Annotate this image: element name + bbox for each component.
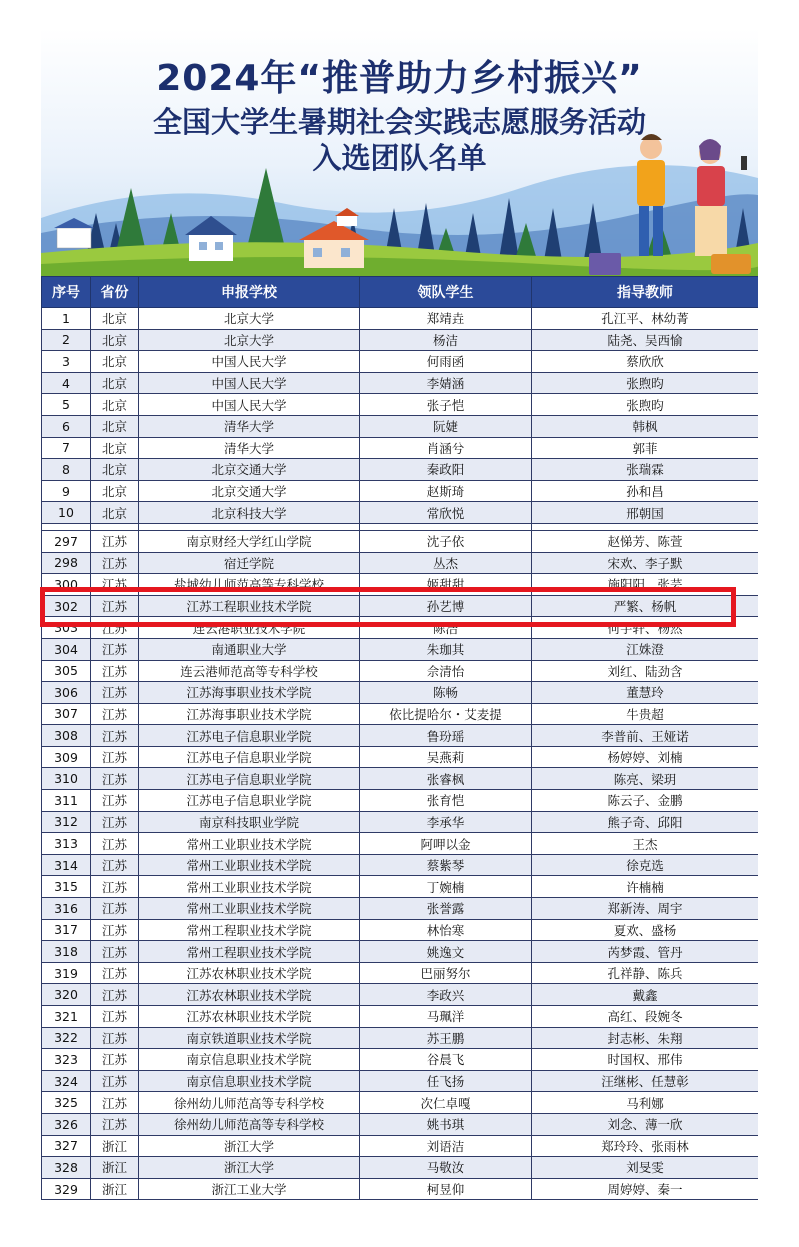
cell-province: 江苏 [91, 854, 139, 876]
table-row [42, 459, 759, 481]
cell-province: 江苏 [91, 1092, 139, 1114]
table-row [42, 876, 759, 898]
cell-school: 江苏电子信息职业学院 [139, 725, 360, 747]
table-row [42, 746, 759, 768]
cell-advisor: 邢朝国 [532, 502, 759, 524]
cell-leader: 姚逸文 [360, 941, 532, 963]
cell-school: 盐城幼儿师范高等专科学校 [139, 574, 360, 596]
cell-province: 江苏 [91, 617, 139, 639]
section-break-cell [532, 523, 759, 530]
title-line-1: 2024年“推普助力乡村振兴” [156, 58, 643, 99]
cell-school: 中国人民大学 [139, 351, 360, 373]
cell-school: 徐州幼儿师范高等专科学校 [139, 1092, 360, 1114]
cell-province: 北京 [91, 308, 139, 330]
cell-school: 北京大学 [139, 308, 360, 330]
cell-index: 298 [42, 552, 91, 574]
cell-index: 329 [42, 1178, 91, 1200]
cell-school: 浙江工业大学 [139, 1178, 360, 1200]
table-row [42, 833, 759, 855]
cell-advisor: 张煦昀 [532, 372, 759, 394]
cell-advisor: 郭菲 [532, 437, 759, 459]
cell-index: 311 [42, 790, 91, 812]
cell-advisor: 许楠楠 [532, 876, 759, 898]
cell-index: 308 [42, 725, 91, 747]
table-row [42, 480, 759, 502]
table-row [42, 502, 759, 524]
cell-province: 江苏 [91, 552, 139, 574]
cell-leader: 蔡紫琴 [360, 854, 532, 876]
cell-advisor: 刘红、陆劲含 [532, 660, 759, 682]
cell-school: 南京信息职业技术学院 [139, 1049, 360, 1071]
cell-province: 江苏 [91, 1027, 139, 1049]
cell-province: 江苏 [91, 595, 139, 617]
cell-province: 江苏 [91, 1113, 139, 1135]
cell-index: 307 [42, 703, 91, 725]
cell-school: 南京铁道职业技术学院 [139, 1027, 360, 1049]
cell-school: 中国人民大学 [139, 372, 360, 394]
cell-school: 北京交通大学 [139, 459, 360, 481]
cell-leader: 鲁玢瑶 [360, 725, 532, 747]
table-row [42, 437, 759, 459]
cell-index: 312 [42, 811, 91, 833]
cell-leader: 阮婕 [360, 415, 532, 437]
cell-index: 320 [42, 984, 91, 1006]
cell-leader: 巴丽努尔 [360, 962, 532, 984]
cell-index: 319 [42, 962, 91, 984]
table-row [42, 682, 759, 704]
cell-index: 317 [42, 919, 91, 941]
cell-province: 江苏 [91, 811, 139, 833]
cell-school: 徐州幼儿师范高等专科学校 [139, 1113, 360, 1135]
cell-leader: 秦政阳 [360, 459, 532, 481]
table-row [42, 790, 759, 812]
cell-province: 浙江 [91, 1157, 139, 1179]
cell-province: 江苏 [91, 919, 139, 941]
cell-index: 304 [42, 638, 91, 660]
cell-province: 江苏 [91, 638, 139, 660]
cell-advisor: 戴鑫 [532, 984, 759, 1006]
cell-leader: 何雨函 [360, 351, 532, 373]
cell-leader: 马敬汝 [360, 1157, 532, 1179]
header-province: 省份 [91, 277, 139, 308]
cell-index: 300 [42, 574, 91, 596]
cell-leader: 柯昱仰 [360, 1178, 532, 1200]
cell-school: 江苏电子信息职业学院 [139, 768, 360, 790]
cell-index: 313 [42, 833, 91, 855]
cell-province: 江苏 [91, 725, 139, 747]
cell-leader: 阿呷以金 [360, 833, 532, 855]
cell-index: 316 [42, 898, 91, 920]
cell-advisor: 孔江平、林幼菁 [532, 308, 759, 330]
cell-advisor: 施阳阳、张芸 [532, 574, 759, 596]
table-body [42, 308, 759, 1200]
cell-school: 清华大学 [139, 415, 360, 437]
cell-advisor: 孔祥静、陈兵 [532, 962, 759, 984]
cell-school: 常州工程职业技术学院 [139, 941, 360, 963]
cell-index: 324 [42, 1070, 91, 1092]
cell-index: 309 [42, 746, 91, 768]
team-list-table [41, 276, 758, 1200]
table-row [42, 984, 759, 1006]
title-line-3: 入选团队名单 [312, 141, 487, 175]
cell-leader: 陈畅 [360, 682, 532, 704]
cell-school: 常州工业职业技术学院 [139, 854, 360, 876]
table-row [42, 660, 759, 682]
cell-province: 浙江 [91, 1178, 139, 1200]
cell-school: 北京科技大学 [139, 502, 360, 524]
cell-leader: 张誉露 [360, 898, 532, 920]
table-row [42, 595, 759, 617]
cell-leader: 丁婉楠 [360, 876, 532, 898]
cell-province: 江苏 [91, 768, 139, 790]
cell-advisor: 牛贵超 [532, 703, 759, 725]
cell-province: 北京 [91, 502, 139, 524]
cell-province: 江苏 [91, 1070, 139, 1092]
cell-leader: 苏王鹏 [360, 1027, 532, 1049]
cell-school: 中国人民大学 [139, 394, 360, 416]
cell-advisor: 王杰 [532, 833, 759, 855]
cell-school: 宿迁学院 [139, 552, 360, 574]
cell-school: 连云港师范高等专科学校 [139, 660, 360, 682]
cell-index: 5 [42, 394, 91, 416]
table-row [42, 617, 759, 639]
cell-advisor: 孙和昌 [532, 480, 759, 502]
table-row [42, 768, 759, 790]
cell-advisor: 时国权、邢伟 [532, 1049, 759, 1071]
cell-province: 江苏 [91, 574, 139, 596]
cell-index: 10 [42, 502, 91, 524]
cell-leader: 常欣悦 [360, 502, 532, 524]
section-break-cell [139, 523, 360, 530]
table-row [42, 372, 759, 394]
cell-advisor: 蔡欣欣 [532, 351, 759, 373]
cell-advisor: 刘旻雯 [532, 1157, 759, 1179]
cell-index: 303 [42, 617, 91, 639]
table-row [42, 962, 759, 984]
cell-index: 326 [42, 1113, 91, 1135]
cell-advisor: 陈亮、梁玥 [532, 768, 759, 790]
cell-school: 江苏农林职业技术学院 [139, 962, 360, 984]
cell-leader: 马珮洋 [360, 1006, 532, 1028]
cell-advisor: 汪继彬、任慧彰 [532, 1070, 759, 1092]
table-section-break [42, 523, 759, 530]
cell-index: 314 [42, 854, 91, 876]
cell-index: 297 [42, 530, 91, 552]
cell-province: 江苏 [91, 746, 139, 768]
cell-index: 9 [42, 480, 91, 502]
table-row [42, 530, 759, 552]
cell-school: 常州工业职业技术学院 [139, 833, 360, 855]
cell-leader: 丛杰 [360, 552, 532, 574]
cell-leader: 任飞扬 [360, 1070, 532, 1092]
cell-school: 连云港职业技术学院 [139, 617, 360, 639]
cell-school: 南通职业大学 [139, 638, 360, 660]
header-leader: 领队学生 [360, 277, 532, 308]
cell-leader: 依比提哈尔・艾麦提 [360, 703, 532, 725]
title-line-2: 全国大学生暑期社会实践志愿服务活动 [152, 105, 646, 139]
cell-school: 南京财经大学红山学院 [139, 530, 360, 552]
table-row [42, 1049, 759, 1071]
cell-province: 北京 [91, 394, 139, 416]
table-row [42, 725, 759, 747]
table-header-row [42, 277, 759, 308]
cell-advisor: 郑新涛、周宇 [532, 898, 759, 920]
table-row [42, 415, 759, 437]
cell-leader: 李承华 [360, 811, 532, 833]
table-row [42, 552, 759, 574]
cell-school: 常州工业职业技术学院 [139, 876, 360, 898]
cell-advisor: 刘念、薄一欣 [532, 1113, 759, 1135]
cell-leader: 姚书琪 [360, 1113, 532, 1135]
cell-advisor: 韩枫 [532, 415, 759, 437]
cell-advisor: 何宇轩、杨然 [532, 617, 759, 639]
cell-advisor: 张瑞霖 [532, 459, 759, 481]
cell-leader: 赵斯琦 [360, 480, 532, 502]
cell-leader: 佘清怡 [360, 660, 532, 682]
cell-index: 306 [42, 682, 91, 704]
cell-school: 常州工程职业技术学院 [139, 919, 360, 941]
table-row [42, 1178, 759, 1200]
cell-school: 江苏农林职业技术学院 [139, 984, 360, 1006]
cell-advisor: 江姝澄 [532, 638, 759, 660]
cell-leader: 沈子依 [360, 530, 532, 552]
cell-province: 北京 [91, 459, 139, 481]
cell-index: 322 [42, 1027, 91, 1049]
cell-index: 7 [42, 437, 91, 459]
cell-school: 南京科技职业学院 [139, 811, 360, 833]
cell-school: 浙江大学 [139, 1157, 360, 1179]
cell-school: 常州工业职业技术学院 [139, 898, 360, 920]
cell-leader: 张育恺 [360, 790, 532, 812]
cell-index: 321 [42, 1006, 91, 1028]
cell-advisor: 芮梦霞、管丹 [532, 941, 759, 963]
cell-leader: 杨洁 [360, 329, 532, 351]
cell-province: 江苏 [91, 833, 139, 855]
cell-leader: 姬甜甜 [360, 574, 532, 596]
cell-advisor: 李普前、王娅诺 [532, 725, 759, 747]
cell-leader: 吴燕莉 [360, 746, 532, 768]
cell-advisor: 赵悌芳、陈萱 [532, 530, 759, 552]
cell-province: 北京 [91, 480, 139, 502]
table-row [42, 811, 759, 833]
header-index: 序号 [42, 277, 91, 308]
cell-province: 江苏 [91, 962, 139, 984]
table-row [42, 1092, 759, 1114]
cell-school: 江苏海事职业技术学院 [139, 682, 360, 704]
cell-advisor: 郑玲玲、张雨林 [532, 1135, 759, 1157]
cell-province: 江苏 [91, 1049, 139, 1071]
section-break-cell [42, 523, 91, 530]
cell-province: 江苏 [91, 876, 139, 898]
title-banner [41, 28, 758, 276]
cell-province: 北京 [91, 415, 139, 437]
cell-province: 江苏 [91, 898, 139, 920]
table-row [42, 898, 759, 920]
cell-advisor: 周婷婷、秦一 [532, 1178, 759, 1200]
cell-index: 328 [42, 1157, 91, 1179]
cell-leader: 林怡寒 [360, 919, 532, 941]
cell-province: 北京 [91, 351, 139, 373]
table-row [42, 638, 759, 660]
cell-index: 310 [42, 768, 91, 790]
cell-index: 4 [42, 372, 91, 394]
cell-index: 6 [42, 415, 91, 437]
cell-advisor: 董慧玲 [532, 682, 759, 704]
header-advisor: 指导教师 [532, 277, 759, 308]
cell-leader: 谷晨飞 [360, 1049, 532, 1071]
cell-school: 北京大学 [139, 329, 360, 351]
table-row [42, 1113, 759, 1135]
table-row [42, 703, 759, 725]
cell-province: 江苏 [91, 660, 139, 682]
cell-leader: 郑靖垚 [360, 308, 532, 330]
cell-advisor: 徐克选 [532, 854, 759, 876]
cell-advisor: 陈云子、金鹏 [532, 790, 759, 812]
cell-advisor: 宋欢、李子默 [532, 552, 759, 574]
cell-index: 318 [42, 941, 91, 963]
section-break-cell [91, 523, 139, 530]
cell-index: 327 [42, 1135, 91, 1157]
cell-index: 315 [42, 876, 91, 898]
cell-advisor: 封志彬、朱翔 [532, 1027, 759, 1049]
cell-province: 江苏 [91, 941, 139, 963]
cell-province: 江苏 [91, 984, 139, 1006]
cell-leader: 次仁卓嘎 [360, 1092, 532, 1114]
cell-index: 305 [42, 660, 91, 682]
table-row [42, 854, 759, 876]
cell-leader: 肖涵兮 [360, 437, 532, 459]
cell-advisor: 夏欢、盛杨 [532, 919, 759, 941]
cell-school: 江苏农林职业技术学院 [139, 1006, 360, 1028]
cell-school: 江苏海事职业技术学院 [139, 703, 360, 725]
cell-province: 江苏 [91, 1006, 139, 1028]
cell-index: 323 [42, 1049, 91, 1071]
cell-school: 北京交通大学 [139, 480, 360, 502]
cell-advisor: 马利娜 [532, 1092, 759, 1114]
table-row [42, 941, 759, 963]
cell-province: 江苏 [91, 530, 139, 552]
cell-province: 浙江 [91, 1135, 139, 1157]
cell-province: 江苏 [91, 703, 139, 725]
cell-leader: 李政兴 [360, 984, 532, 1006]
cell-leader: 刘语洁 [360, 1135, 532, 1157]
cell-province: 江苏 [91, 790, 139, 812]
cell-index: 2 [42, 329, 91, 351]
cell-province: 北京 [91, 372, 139, 394]
table-row [42, 1157, 759, 1179]
table-row [42, 394, 759, 416]
cell-leader: 孙艺博 [360, 595, 532, 617]
cell-leader: 李婧涵 [360, 372, 532, 394]
cell-school: 南京信息职业技术学院 [139, 1070, 360, 1092]
table-row [42, 1135, 759, 1157]
cell-leader: 张睿枫 [360, 768, 532, 790]
table-row [42, 329, 759, 351]
cell-school: 江苏电子信息职业学院 [139, 790, 360, 812]
cell-advisor: 杨婷婷、刘楠 [532, 746, 759, 768]
cell-index: 1 [42, 308, 91, 330]
cell-advisor: 张煦昀 [532, 394, 759, 416]
cell-province: 北京 [91, 437, 139, 459]
cell-school: 江苏工程职业技术学院 [139, 595, 360, 617]
cell-index: 325 [42, 1092, 91, 1114]
cell-leader: 张子恺 [360, 394, 532, 416]
table-row [42, 1070, 759, 1092]
cell-school: 清华大学 [139, 437, 360, 459]
cell-index: 8 [42, 459, 91, 481]
cell-advisor: 高红、段婉冬 [532, 1006, 759, 1028]
cell-advisor: 陆尧、吴西愉 [532, 329, 759, 351]
table-row [42, 919, 759, 941]
cell-province: 北京 [91, 329, 139, 351]
cell-advisor: 严繁、杨帆 [532, 595, 759, 617]
document-page [41, 28, 758, 1247]
header-school: 申报学校 [139, 277, 360, 308]
section-break-cell [360, 523, 532, 530]
cell-leader: 朱珈其 [360, 638, 532, 660]
cell-province: 江苏 [91, 682, 139, 704]
cell-leader: 陈浩 [360, 617, 532, 639]
table-row [42, 308, 759, 330]
table-row [42, 1006, 759, 1028]
cell-index: 3 [42, 351, 91, 373]
cell-index: 302 [42, 595, 91, 617]
table-row [42, 574, 759, 596]
cell-school: 江苏电子信息职业学院 [139, 746, 360, 768]
cell-school: 浙江大学 [139, 1135, 360, 1157]
table-row [42, 351, 759, 373]
cell-advisor: 熊子奇、邱阳 [532, 811, 759, 833]
table-row [42, 1027, 759, 1049]
